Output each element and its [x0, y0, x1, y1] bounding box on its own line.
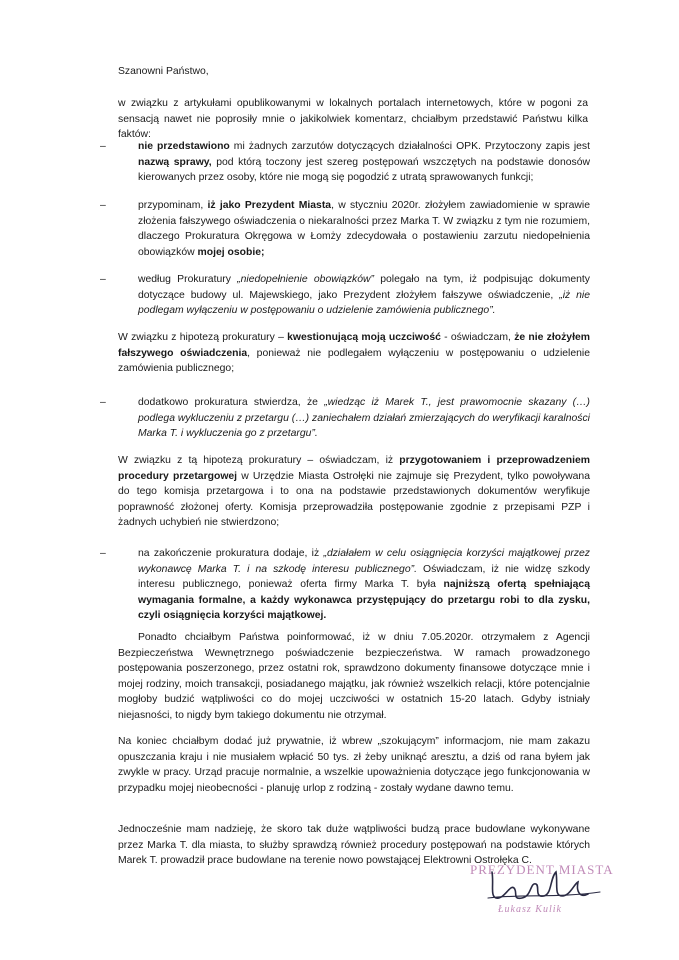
signature-stamp: [470, 854, 620, 924]
body-paragraph: Ponadto chciałbym Państwa poinformować, iż w dniu 7.05.2020r. otrzymałem z Agencji Bezpieczeństwa Wewnętrznego poświadczenie bezpieczeństwa. W ramach prowadzonego postępowania poszerzonego, przez ostatni rok, sprawdzono dokumenty finansowe dotyczące mnie i mojej rodziny, moich transakcji, posiadanego majątku, jak również wszelkich relacji, które potencjalnie mogłoby budzić wątpliwości co do mojej uczciwości w ostatnich 15-20 latach. Gdyby istniały niejasności, to nigdy bym takiego dokumentu nie otrzymał.: [118, 632, 590, 721]
list-dash: –: [100, 141, 106, 152]
list-item: nie przedstawiono mi żadnych zarzutów dotyczących działalności OPK. Przytoczony zapis jest nazwą sprawy, pod którą toczony jest szereg postępowań wszczętych na podstawie donosów kierowanych przez osoby, które nie mogą się pogodzić z utratą sprawowanych funkcji;: [138, 141, 590, 184]
statement-paragraph: W związku z hipotezą prokuratury – kwestionującą moją uczciwość - oświadczam, że nie złożyłem fałszywego oświadczenia, ponieważ nie podlegałem wyłączeniu w postępowaniu o udzielenie zamówienia publicznego;: [118, 332, 590, 375]
list-dash: –: [100, 274, 106, 285]
list-dash: –: [100, 397, 106, 408]
list-dash: –: [100, 200, 106, 211]
stamp-title: PREZYDENT MIASTA: [470, 862, 614, 877]
salutation: Szanowni Państwo,: [118, 66, 209, 77]
body-paragraph: Jednocześnie mam nadzieję, że skoro tak duże wątpliwości budzą prace budowlane wykonywane przez Marka T. dla miasta, to służby sprawdzą również procedury postępowań na podstawie których Marek T. prowadził prace budowlane na terenie nowo powstającej Elektrowni Ostrołęka C.: [118, 824, 590, 867]
intro-paragraph: w związku z artykułami opublikowanymi w lokalnych portalach internetowych, które w pogoni za sensacją nawet nie poprosiły mnie o jakikolwiek komentarz, chciałbym przedstawić Państwu kilka faktów:: [118, 98, 588, 141]
list-item: przypominam, iż jako Prezydent Miasta, w styczniu 2020r. złożyłem zawiadomienie w sprawie złożenia fałszywego oświadczenia o niekaralności przez Marka T. W związku z tym nie rozumiem, dlaczego Prokuratura Okręgowa w Łomży zdecydowała o postawieniu zarzutu niedopełnienia obowiązków mojej osobie;: [138, 200, 590, 258]
list-dash: –: [100, 548, 106, 559]
list-item: według Prokuratury „niedopełnienie obowiązków” polegało na tym, iż podpisując dokumenty dotyczące budowy ul. Majewskiego, jako Prezydent złożyłem fałszywe oświadczenie, „iż nie podlegam wyłączeniu w postępowaniu o udzielenie zamówienia publicznego”.: [138, 274, 591, 317]
stamp-name: Łukasz Kulik: [498, 904, 562, 915]
list-item: na zakończenie prokuratura dodaje, iż „działałem w celu osiągnięcia korzyści majątkowej przez wykonawcę Marka T. i na szkodę interesu publicznego”. Oświadczam, iż nie widzę szkody interesu publicznego, ponieważ oferta firmy Marka T. była najniższą ofertą spełniającą wymagania formalne, a każdy wykonawca przystępujący do przetargu robi to dla zysku, czyli osiągnięcia korzyści majątkowej.: [138, 548, 591, 622]
list-item: dodatkowo prokuratura stwierdza, że „wiedząc iż Marek T., jest prawomocnie skazany (…) podlega wykluczeniu z przetargu (…) zaniechałem działań zmierzających do weryfikacji karalności Marka T. i wykluczenia go z przetargu”.: [138, 397, 590, 440]
body-paragraph: Na koniec chciałbym dodać już prywatnie, iż wbrew „szokującym” informacjom, nie mam zakazu opuszczania kraju i nie musiałem wpłacić 50 tys. zł żeby uniknąć aresztu, a dziś od rana byłem jak zwykle w pracy. Urząd pracuje normalnie, a wszelkie upoważnienia dotyczące jego funkcjonowania w przypadku mojej nieobecności - planuję urlop z rodziną - zostały wydane dawno temu.: [118, 736, 590, 794]
statement-paragraph: W związku z tą hipotezą prokuratury – oświadczam, iż przygotowaniem i przeprowadzeniem procedury przetargowej w Urzędzie Miasta Ostrołęki nie zajmuje się Prezydent, tylko powoływana do tego komisja przetargowa i to ona na podstawie przedstawionych dokumentów weryfikuje poprawność złożonej oferty. Komisja przeprowadziła postępowanie zgodnie z przepisami PZP i żadnych uchybień nie stwierdzono;: [118, 455, 590, 529]
